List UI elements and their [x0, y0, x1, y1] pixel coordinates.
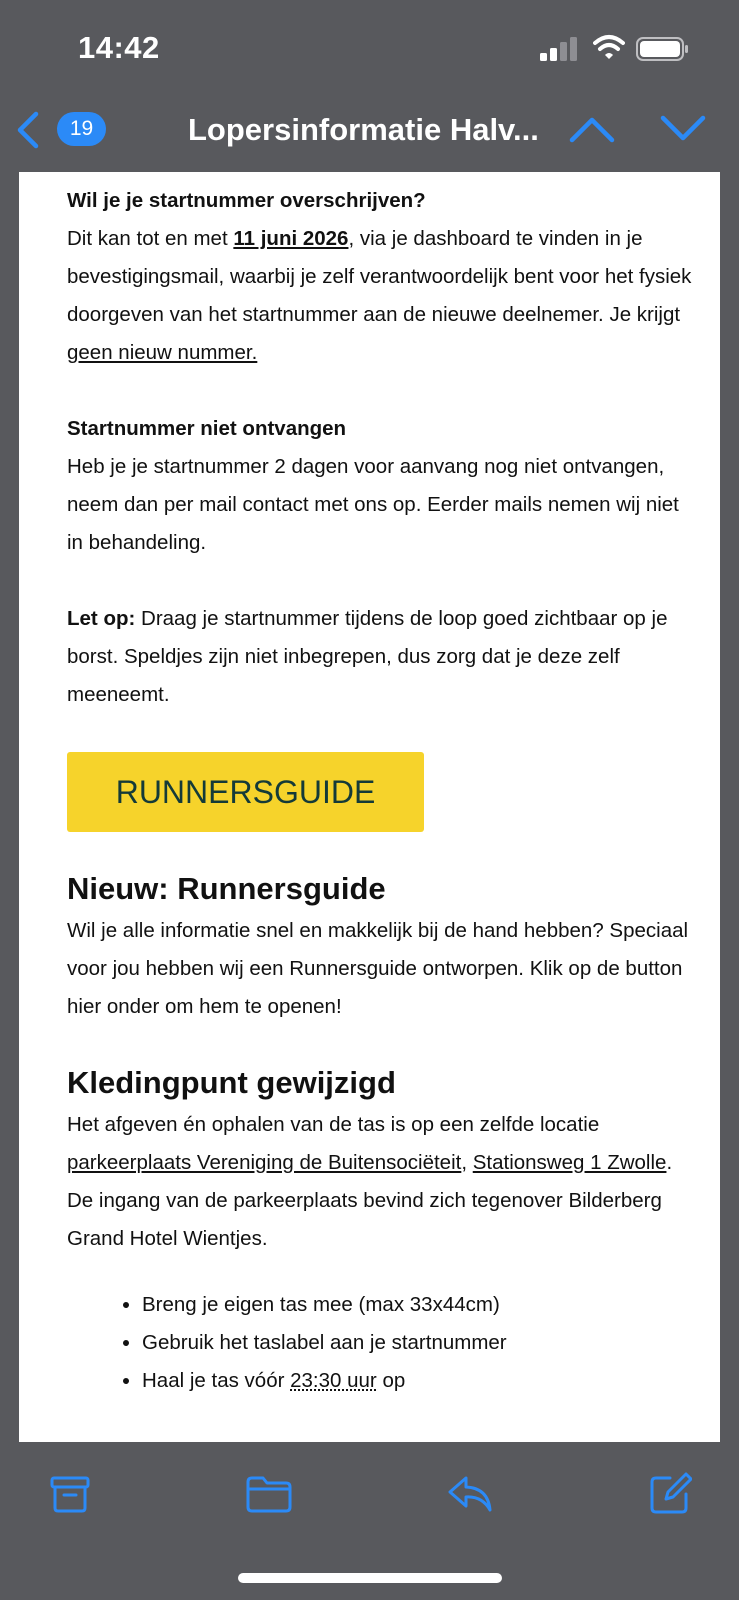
transfer-heading: Wil je je startnummer overschrijven? — [67, 189, 426, 212]
note-text: Draag je startnummer tijdens de loop goed zichtbaar op je borst. Speldjes zijn niet inbegrepen, dus zorg dat je deze zelf meeneemt. — [67, 607, 668, 706]
not-received-text: Heb je je startnummer 2 dagen voor aanvang nog niet ontvangen, neem dan per mail contact met ons op. Eerder mails nemen wij niet in behandeling. — [67, 455, 679, 554]
transfer-text-b: , via je dashboard te vinden in je bevestigingsmail, waarbij je zelf verantwoordelijk bent voor het fysiek doorgeven van het startnummer aan de nieuwe deelnemer. Je krijgt — [67, 227, 692, 326]
bag-rules-list — [67, 1286, 697, 1400]
email-body-inner — [67, 182, 697, 1400]
runnersguide-text: Wil je alle informatie snel en makkelijk bij de hand hebben? Speciaal voor jou hebben wij een Runnersguide ontworpen. Klik op de button hier onder om hem te openen! — [67, 919, 689, 1018]
clothing-text-a: Het afgeven én ophalen van de tas is op een zelfde locatie — [67, 1113, 600, 1136]
transfer-deadline: 11 juni 2026 — [233, 227, 349, 250]
chevron-up-icon[interactable] — [568, 114, 616, 144]
email-body[interactable] — [19, 172, 720, 1442]
list-item: • Gebruik het taslabel aan je startnummer — [142, 1324, 697, 1362]
compose-icon[interactable] — [648, 1472, 692, 1516]
folder-icon[interactable] — [245, 1472, 293, 1516]
transfer-text-a: Dit kan tot en met — [67, 227, 234, 250]
unread-count-badge[interactable]: 19 — [57, 112, 106, 146]
no-new-number-link[interactable]: geen nieuw nummer. — [67, 341, 258, 364]
home-indicator[interactable] — [238, 1573, 502, 1583]
bullet3-text-a: Haal je tas vóór — [142, 1369, 291, 1392]
parking-location-link[interactable]: parkeerplaats Vereniging de Buitensociëteit — [67, 1151, 462, 1174]
note-section — [67, 600, 697, 714]
clothing-comma: , — [461, 1151, 473, 1174]
reply-icon[interactable] — [446, 1472, 494, 1516]
note-label: Let op: — [67, 607, 136, 630]
email-subject-title: Lopersinformatie Halv... — [188, 112, 539, 147]
runnersguide-heading: Nieuw: Runnersguide — [67, 871, 386, 906]
clothing-text-b: . De ingang van de parkeerplaats bevind zich tegenover Bilderberg Grand Hotel Wientjes. — [67, 1151, 673, 1250]
transfer-section — [67, 182, 697, 372]
clothing-point-heading: Kledingpunt gewijzigd — [67, 1065, 396, 1100]
status-bar — [0, 0, 739, 96]
cellular-signal-icon — [540, 37, 580, 61]
status-time: 14:42 — [78, 30, 160, 65]
back-chevron-icon[interactable] — [14, 110, 44, 150]
wifi-icon — [593, 34, 625, 60]
not-received-section — [67, 410, 697, 562]
chevron-down-icon[interactable] — [659, 114, 707, 144]
pickup-time-link[interactable]: 23:30 uur — [290, 1369, 377, 1392]
list-item: • Breng je eigen tas mee (max 33x44cm) — [142, 1286, 697, 1324]
archive-icon[interactable] — [48, 1472, 92, 1516]
not-received-heading: Startnummer niet ontvangen — [67, 417, 347, 440]
bullet3-text-b: op — [376, 1369, 406, 1392]
address-link[interactable]: Stationsweg 1 Zwolle — [472, 1151, 667, 1174]
mail-nav-bar — [0, 96, 739, 172]
clothing-point-text — [67, 1106, 697, 1258]
battery-icon — [636, 37, 690, 61]
runnersguide-button[interactable]: RUNNERSGUIDE — [67, 752, 424, 832]
list-item — [142, 1362, 697, 1400]
